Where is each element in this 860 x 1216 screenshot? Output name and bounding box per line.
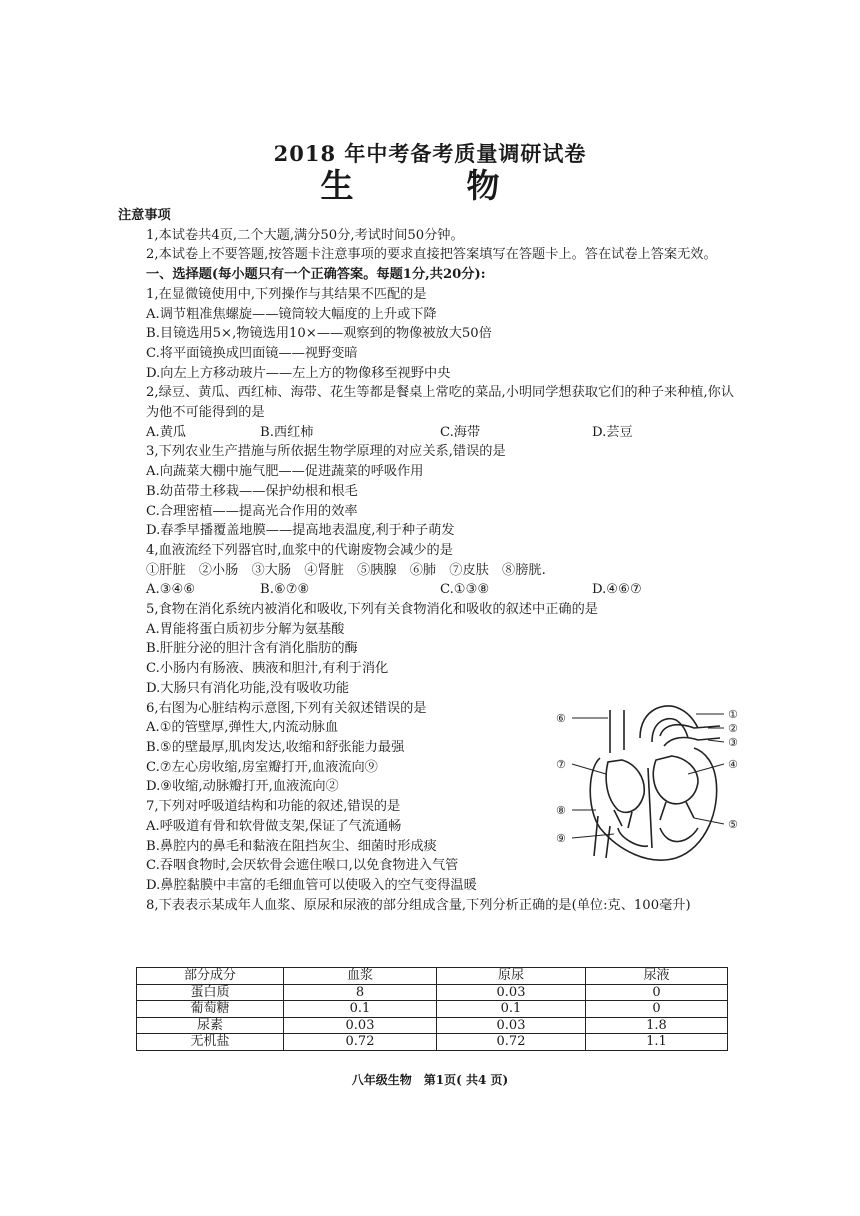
table-cell: 0 — [586, 1001, 728, 1018]
question-stem: 6,右图为心脏结构示意图,下列有关叙述错误的是 — [146, 700, 427, 716]
table-cell: 0.03 — [437, 984, 586, 1001]
table-header: 尿液 — [586, 968, 728, 985]
table-cell: 0.72 — [284, 1034, 437, 1051]
option: A.③④⑥ — [146, 582, 196, 598]
option: D.大肠只有消化功能,没有吸收功能 — [146, 680, 350, 696]
option: D.⑨收缩,动脉瓣打开,血液流向② — [146, 779, 339, 795]
composition-table — [136, 967, 728, 1051]
option: B.鼻腔内的鼻毛和黏液在阻挡灰尘、细菌时形成痰 — [146, 838, 437, 854]
option: B.目镜选用5×,物镜选用10×——观察到的物像被放大50倍 — [146, 326, 492, 342]
heart-outline — [590, 706, 720, 860]
option: D.春季早播覆盖地膜——提高地表温度,利于种子萌发 — [146, 523, 455, 539]
option: C.海带 — [440, 424, 481, 440]
option: D.向左上方移动玻片——左上方的物像移至视野中央 — [146, 365, 451, 381]
label-7: ⑦ — [556, 758, 566, 771]
heart-diagram — [548, 698, 748, 870]
option: A.黄瓜 — [146, 424, 187, 440]
option: D.④⑥⑦ — [592, 582, 642, 598]
question-stem: 2,绿豆、黄瓜、西红柿、海带、花生等都是餐桌上常吃的菜品,小明同学想获取它们的种子来种植,你认为他不可能得到的是 — [146, 385, 735, 421]
table-cell: 0.1 — [284, 1001, 437, 1018]
table-row — [137, 984, 728, 1001]
option: D.鼻腔黏膜中丰富的毛细血管可以使吸入的空气变得温暖 — [146, 877, 477, 893]
option: A.调节粗准焦螺旋——镜筒较大幅度的上升或下降 — [146, 306, 437, 322]
label-6: ⑥ — [556, 712, 566, 725]
table-header: 原尿 — [437, 968, 586, 985]
table-cell: 8 — [284, 984, 437, 1001]
table-cell: 0.03 — [284, 1017, 437, 1034]
organ-list: ①肝脏 ②小肠 ③大肠 ④肾脏 ⑤胰腺 ⑥肺 ⑦皮肤 ⑧膀胱. — [146, 562, 546, 578]
table-cell: 1.1 — [586, 1034, 728, 1051]
table-cell: 葡萄糖 — [137, 1001, 284, 1018]
table-row — [137, 1034, 728, 1051]
label-9: ⑨ — [556, 832, 566, 845]
table-header-row — [137, 968, 728, 985]
option: A.呼吸道有骨和软骨做支架,保证了气流通畅 — [146, 818, 402, 834]
exam-title: 2018 年中考备考质量调研试卷 — [273, 141, 587, 166]
table-cell: 无机盐 — [137, 1034, 284, 1051]
question-stem: 4,血液流经下列器官时,血浆中的代谢废物会减少的是 — [146, 542, 453, 558]
table-header: 血浆 — [284, 968, 437, 985]
option: C.合理密植——提高光合作用的效率 — [146, 503, 358, 519]
label-2: ② — [728, 722, 738, 735]
option: C.将平面镜换成凹面镜——视野变暗 — [146, 345, 358, 361]
table-cell: 0.03 — [437, 1017, 586, 1034]
option: C.吞咽食物时,会厌软骨会遮住喉口,以免食物进入气管 — [146, 858, 459, 874]
subject-title: 生 物 — [320, 166, 540, 205]
table-cell: 0.72 — [437, 1034, 586, 1051]
question-stem: 5,食物在消化系统内被消化和吸收,下列有关食物消化和吸收的叙述中正确的是 — [146, 602, 598, 618]
option-row — [118, 580, 746, 600]
option: B.肝脏分泌的胆汁含有消化脂肪的酶 — [146, 641, 358, 657]
option: B.⑥⑦⑧ — [260, 582, 310, 598]
option: B.幼苗带土移栽——保护幼根和根毛 — [146, 483, 358, 499]
table-cell: 0 — [586, 984, 728, 1001]
notice-heading: 注意事项 — [118, 208, 171, 223]
label-3: ③ — [728, 736, 738, 749]
notice-item-1: 1,本试卷共4页,二个大题,满分50分,考试时间50分钟。 — [146, 227, 464, 243]
option: B.⑤的壁最厚,肌肉发达,收缩和舒张能力最强 — [146, 739, 405, 755]
table-cell: 尿素 — [137, 1017, 284, 1034]
table-cell: 1.8 — [586, 1017, 728, 1034]
option: A.向蔬菜大棚中施气肥——促进蔬菜的呼吸作用 — [146, 464, 424, 480]
option: B.西红柿 — [260, 424, 314, 440]
option: C.①③⑧ — [440, 582, 490, 598]
label-4: ④ — [728, 758, 738, 771]
label-5: ⑤ — [728, 818, 738, 831]
option: A.①的管壁厚,弹性大,内流动脉血 — [146, 720, 339, 736]
table-cell: 0.1 — [437, 1001, 586, 1018]
question-stem: 1,在显微镜使用中,下列操作与其结果不匹配的是 — [146, 286, 427, 302]
table-cell: 蛋白质 — [137, 984, 284, 1001]
table-row — [137, 1001, 728, 1018]
table-header: 部分成分 — [137, 968, 284, 985]
notice-item-2: 2,本试卷上不要答题,按答题卡注意事项的要求直接把答案填写在答题卡上。答在试卷上答案无效。 — [146, 247, 717, 263]
page-footer: 八年级生物 第1页( 共4 页) — [351, 1073, 509, 1087]
option: C.小肠内有肠液、胰液和胆汁,有利于消化 — [146, 661, 389, 677]
option: A.胃能将蛋白质初步分解为氨基酸 — [146, 621, 345, 637]
question-stem: 7,下列对呼吸道结构和功能的叙述,错误的是 — [146, 799, 401, 815]
table-row — [137, 1017, 728, 1034]
label-8: ⑧ — [556, 804, 566, 817]
question-stem: 3,下列农业生产措施与所依据生物学原理的对应关系,错误的是 — [146, 444, 506, 460]
option: D.芸豆 — [592, 424, 633, 440]
question-stem: 8,下表表示某成年人血浆、原尿和尿液的部分组成含量,下列分析正确的是(单位:克、100毫升) — [146, 897, 691, 913]
section-heading: 一、选择题(每小题只有一个正确答案。每题1分,共20分): — [146, 267, 486, 283]
label-1: ① — [728, 708, 738, 721]
option-row — [118, 423, 746, 443]
option: C.⑦左心房收缩,房室瓣打开,血液流向⑨ — [146, 759, 378, 775]
